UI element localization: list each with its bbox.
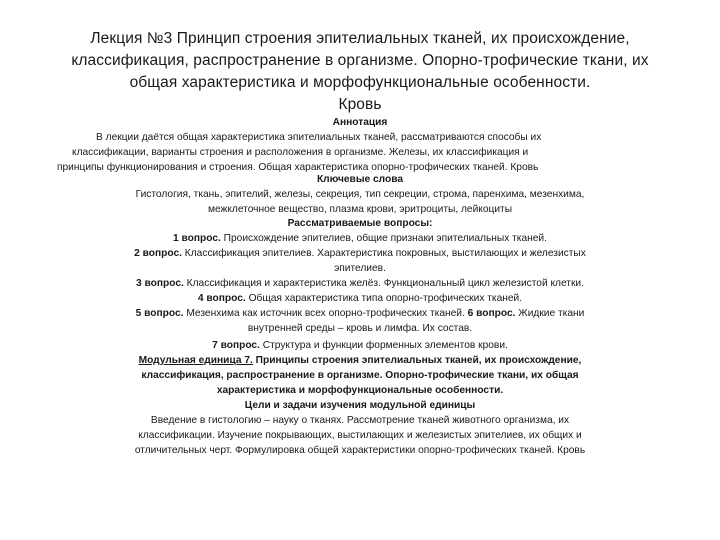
- goals-line: отличительных черт. Формулировка общей характеристики опорно-трофических тканей. Кровь: [134, 445, 586, 456]
- annotation-line: классификации, варианты строения и расположения в организме. Железы, их классификация и: [72, 147, 529, 158]
- goals-line: Введение в гистологию – науку о тканях. Рассмотрение тканей животного организма, их: [150, 415, 570, 426]
- keywords-heading: Ключевые слова: [316, 174, 404, 185]
- annotation-text: [57, 130, 660, 175]
- question-2: [60, 246, 660, 261]
- question-2-cont: эпителиев.: [334, 263, 386, 274]
- question-3: [60, 276, 660, 291]
- question-text: Структура и функции форменных элементов крови.: [259, 340, 508, 351]
- question-label: 1 вопрос.: [173, 233, 221, 244]
- lecture-title: [60, 28, 660, 116]
- annotation-line: принципы функционирования и строения. Общая характеристика опорно-трофических тканей. Кровь: [57, 162, 539, 173]
- question-label: 4 вопрос.: [197, 293, 246, 304]
- goals-line: классификации. Изучение покрывающих, выстилающих и железистых эпителиев, их общих и: [138, 430, 582, 441]
- question-text: Классификация и характеристика желёз. Функциональный цикл железистой клетки.: [183, 278, 584, 289]
- annotation-heading: Аннотация: [332, 117, 388, 128]
- question-6-cont: внутренней среды – кровь и лимфа. Их состав.: [247, 323, 473, 334]
- annotation-line: В лекции даётся общая характеристика эпителиальных тканей, рассматриваются способы их: [96, 132, 542, 143]
- goals-text: [60, 413, 660, 458]
- questions-heading: Рассматриваемые вопросы:: [287, 218, 433, 229]
- question-5-6: [60, 306, 660, 321]
- question-label: 5 вопрос.: [135, 308, 184, 319]
- title-line: Кровь: [338, 96, 382, 113]
- question-7: [60, 338, 660, 353]
- module-line: [60, 353, 660, 368]
- keywords-line: Гистология, ткань, эпителий, железы, секреция, тип секреции, строма, паренхима, мезенхима,: [135, 189, 585, 200]
- module-text: Принципы строения эпителиальных тканей, их происхождение,: [252, 355, 582, 366]
- question-label: 7 вопрос.: [212, 340, 260, 351]
- question-4: [60, 291, 660, 306]
- title-line: общая характеристика и морфофункциональные особенности.: [129, 74, 591, 91]
- keywords-text: [60, 187, 660, 217]
- module-title: [60, 353, 660, 398]
- question-label: 2 вопрос.: [134, 248, 182, 259]
- module-label: Модульная единица 7.: [138, 355, 253, 366]
- question-label: 6 вопрос.: [467, 308, 516, 319]
- questions-list: [60, 231, 660, 336]
- module-line: классификация, распространение в организме. Опорно-трофические ткани, их общая: [141, 370, 579, 381]
- goals-heading: Цели и задачи изучения модульной единицы: [244, 400, 476, 411]
- question-1: [60, 231, 660, 246]
- title-line: Лекция №3 Принцип строения эпителиальных тканей, их происхождение,: [90, 30, 630, 47]
- question-text: Общая характеристика типа опорно-трофических тканей.: [245, 293, 523, 304]
- question-text: Классификация эпителиев. Характеристика покровных, выстилающих и железистых: [181, 248, 586, 259]
- module-line: характеристика и морфофункциональные особенности.: [216, 385, 504, 396]
- question-text: Жидкие ткани: [515, 308, 585, 319]
- question-text: Происхождение эпителиев, общие признаки эпителиальных тканей.: [220, 233, 547, 244]
- question-label: 3 вопрос.: [136, 278, 184, 289]
- title-line: классификация, распространение в организме. Опорно-трофические ткани, их: [71, 52, 649, 69]
- question-text: Мезенхима как источник всех опорно-трофических тканей.: [183, 308, 465, 319]
- keywords-line: межклеточное вещество, плазма крови, эритроциты, лейкоциты: [207, 204, 513, 215]
